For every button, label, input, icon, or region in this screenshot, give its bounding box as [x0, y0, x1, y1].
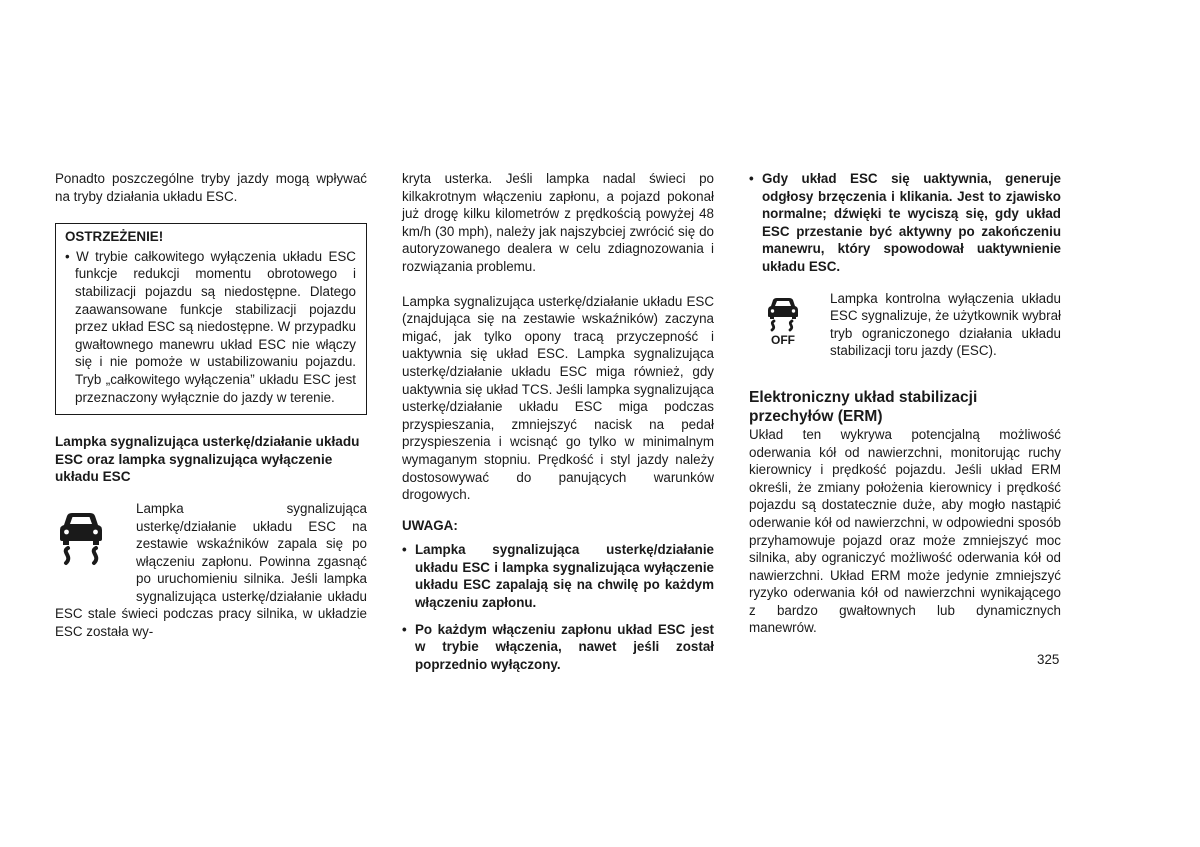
esc-off-block: [749, 290, 1061, 360]
erm-section-text: Układ ten wykrywa potencjalną możliwość oderwania kół od nawierzchni, monitorując ruchy kierownicy i prędkość pojazdu. Jeśli układ ERM określi, że zmiany położenia kierownicy i prędkość pojazdu są dostatecznie duże, aby mogło nastąpić oderwanie kół od nawierzchni, w odpowiedni sposób przyhamowuje pojazd oraz może zmniejszyć moc silnika, aby ograniczyć możliwość oderwania kół od nawierzchni. Układ ERM może jedynie zmniejszyć ryzyko oderwania kół od nawierzchni wynikającego z bardzo gwałtownych lub dynamicznych manewrów.: [749, 426, 1061, 636]
intro-paragraph: Ponadto poszczególne tryby jazdy mogą wpływać na tryby działania układu ESC.: [55, 171, 367, 204]
column-3: [749, 170, 1061, 637]
note-bullet-1: [402, 541, 714, 611]
warning-title: OSTRZEŻENIE!: [65, 229, 164, 245]
column-2: [402, 170, 714, 682]
esc-sound-bullet-text: Gdy układ ESC się uaktywnia, generuje odgłosy brzęczenia i klikania. Jest to zjawisko normalne; dźwięki te wyciszą się, gdy układ ESC przestanie być aktywny po zakończeniu manewru, który spowodował uaktywnienie układu ESC.: [762, 171, 1061, 274]
erm-section-title: Elektroniczny układ stabilizacji przechyłów (ERM): [749, 388, 978, 425]
note-bullet-2-text: Po każdym włączeniu zapłonu układ ESC jest w trybie włączenia, nawet jeśli został poprzednio wyłączony.: [415, 621, 714, 672]
bullet-dot: •: [402, 542, 407, 558]
note-bullet-2: [402, 621, 714, 674]
esc-lamp-block: [55, 500, 367, 641]
page-number: 325: [1037, 652, 1060, 667]
warning-body: W trybie całkowitego wyłączenia układu ESC funkcje redukcji momentu obrotowego i stabilizacji pojazdu są niedostępne. Dlatego zaawansowane funkcje stabilizacji pojazdu przez układ ESC są niedostępne. W przypadku gwałtownego manewru układ ESC nie włączy się i nie pomoże w ustabilizowaniu pojazdu. Tryb „całkowitego wyłączenia” układu ESC jest przeznaczony wyłącznie do jazdy w terenie.: [75, 248, 356, 405]
column-1: [55, 170, 367, 641]
esc-off-text: Lampka kontrolna wyłączenia układu ESC sygnalizuje, że użytkownik wybrał tryb ograniczonego działania układu stabilizacji toru jazdy (ESC).: [830, 290, 1061, 359]
note-bullet-1-text: Lampka sygnalizująca usterkę/działanie układu ESC i lampka sygnalizująca wyłączenie układu ESC zapalają się na chwilę po każdym włączeniu zapłonu.: [415, 542, 714, 611]
continuation-paragraph: kryta usterka. Jeśli lampka nadal świeci po kilkakrotnym włączeniu zapłonu, a pojazd pokonał już drogę kilku kilometrów z prędkością powyżej 48 km/h (30 mph), należy jak najszybciej zwrócić się do autoryzowanego dealera w celu zdiagnozowania i rozwiązania problemu.: [402, 171, 714, 274]
esc-flashing-paragraph: Lampka sygnalizująca usterkę/działanie układu ESC (znajdująca się na zestawie wskaźników) zaczyna migać, jak tylko opony tracą przyczepność i uaktywnia się układ ESC. Lampka sygnalizująca usterkę/działanie układu ESC miga również, gdy uaktywnia się układ TCS. Jeśli lampka sygnalizująca usterkę/działanie układu ESC miga podczas przyspieszania, zmniejszyć nacisk na pedał przyspieszenia i wcisnąć go tylko w minimalnym wymaganym stopniu. Prędkość i styl jazdy należy dostosowywać do panujących warunków drogowych.: [402, 293, 714, 503]
off-label: OFF: [771, 332, 795, 346]
note-title: UWAGA:: [402, 517, 458, 533]
warning-box: [55, 223, 367, 415]
esc-lamp-text-top: Lampka sygnalizująca usterkę/działanie układu ESC na zestawie wskaźników zapala się po włączeniu zapłonu. Powinna zgasnąć po uruchomieniu silnika. Jeśli lampka sygnalizująca usterkę/działanie układu ESC stale świeci podczas pracy silnika, w układzie ESC została wy-: [55, 500, 367, 640]
esc-skid-warning-icon: [55, 500, 125, 600]
esc-sound-bullet: [749, 170, 1061, 276]
warning-text: [65, 248, 356, 406]
bullet-dot: •: [402, 621, 407, 637]
esc-off-icon: [765, 296, 801, 351]
esc-lamp-subheading: Lampka sygnalizująca usterkę/działanie układu ESC oraz lampka sygnalizująca wyłączenie układu ESC: [55, 434, 360, 485]
warning-bullet: •: [65, 248, 70, 264]
bullet-dot: •: [749, 171, 754, 186]
